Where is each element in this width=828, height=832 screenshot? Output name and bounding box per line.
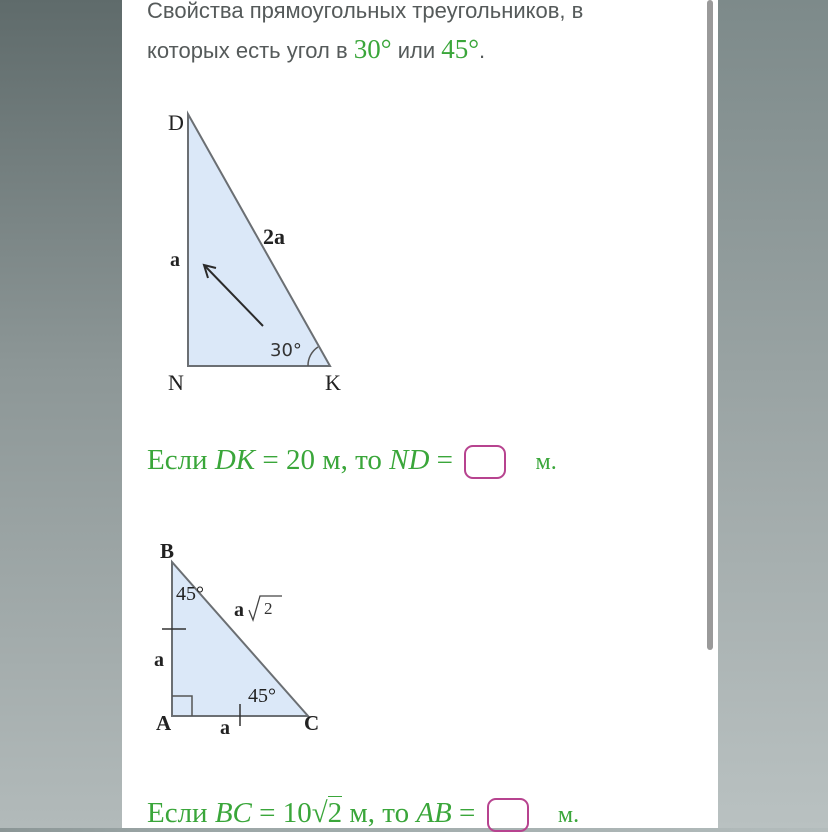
q1-unit: м.: [535, 449, 557, 475]
label-angle-30: 30°: [270, 340, 302, 361]
answer-input-2[interactable]: [487, 798, 529, 832]
q1-var-dk: DK: [214, 444, 256, 476]
q2-middle1: = 10: [251, 797, 312, 829]
label-b: B: [160, 539, 175, 563]
conjunction: или: [391, 38, 442, 63]
title-line2-prefix: которых есть угол в: [147, 38, 354, 63]
question-2: [147, 797, 579, 832]
background-right: [718, 0, 828, 828]
q1-prefix: Если: [147, 444, 215, 476]
triangle-30-figure: [150, 100, 370, 400]
q2-root: 2: [327, 797, 343, 829]
label-d: D: [168, 110, 184, 135]
label-side-ab: a: [154, 649, 164, 671]
label-a: A: [156, 711, 172, 735]
page-title: [147, 0, 687, 70]
q2-unit: м.: [557, 802, 580, 828]
label-n: N: [168, 370, 184, 395]
angle-30: 30°: [353, 34, 392, 64]
label-angle-c: 45°: [248, 685, 276, 707]
label-side-a: a: [170, 249, 180, 271]
label-side-ac: a: [220, 717, 230, 739]
label-angle-b: 45°: [176, 583, 204, 605]
triangle-dnk: [188, 114, 330, 366]
q1-middle: = 20 м, то: [255, 444, 390, 476]
q1-equals: =: [429, 444, 461, 476]
q2-middle2: м, то: [342, 797, 417, 829]
scrollbar[interactable]: [707, 0, 713, 650]
q2-prefix: Если: [147, 797, 215, 829]
label-k: K: [325, 370, 341, 395]
title-end: .: [479, 38, 486, 63]
q2-equals: =: [451, 797, 483, 829]
question-1: [147, 444, 557, 479]
q2-var-ab: AB: [416, 797, 452, 829]
q1-var-nd: ND: [389, 444, 430, 476]
title-line1: Свойства прямоугольных треугольников, в: [147, 0, 584, 23]
q2-sqrt-sign: √: [311, 797, 328, 829]
triangle-45-figure: [150, 536, 350, 746]
background-left: [0, 0, 122, 828]
label-hypotenuse-a: a: [234, 599, 244, 621]
label-hypotenuse-2a: 2a: [263, 224, 285, 249]
q2-var-bc: BC: [214, 797, 252, 829]
label-root-2: 2: [264, 599, 273, 618]
answer-input-1[interactable]: [464, 445, 506, 479]
label-c: C: [304, 711, 320, 735]
angle-45: 45°: [441, 34, 480, 64]
